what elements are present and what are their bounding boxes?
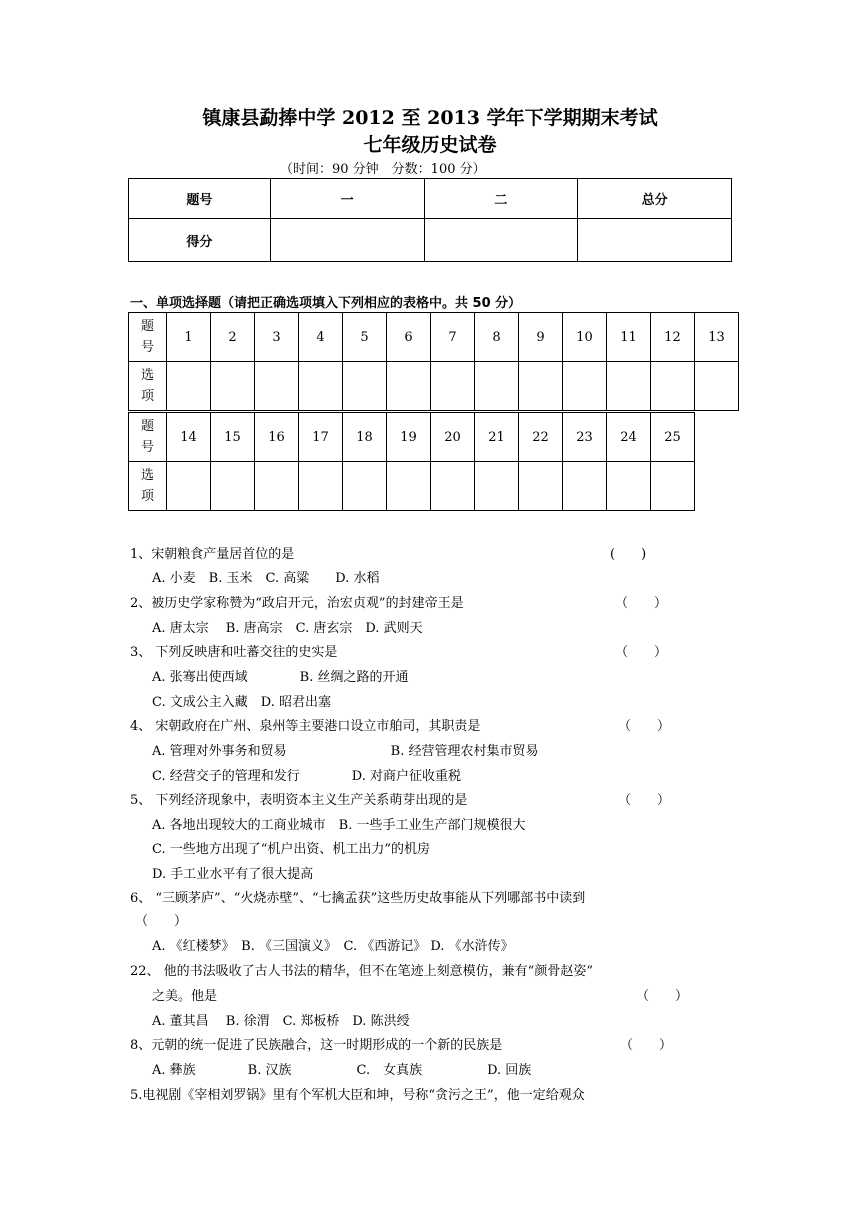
answer-blank[interactable]: （ ） (620, 1038, 673, 1053)
question-text: 2、被历史学家称赞为“政启开元，治宏贞观”的封建帝王是 (130, 596, 464, 611)
question-options: A. 小麦 B. 玉米 C. 高粱 D. 水稻 (152, 571, 380, 586)
answer-cell[interactable] (255, 462, 299, 511)
question-number-cell: 24 (607, 413, 651, 462)
grid-label-char: 选 (140, 468, 154, 483)
answer-grid-2 (128, 412, 695, 511)
paper-title: 七年级历史试卷 (363, 134, 497, 156)
question-number-cell: 8 (475, 313, 519, 362)
question-number-cell: 15 (211, 413, 255, 462)
score-header-cell: 总分 (578, 179, 732, 219)
score-header-cell: 题号 (129, 179, 271, 219)
question-options: 之美。他是 (152, 989, 218, 1004)
question-number-cell: 14 (167, 413, 211, 462)
question-number-cell: 1 (167, 313, 211, 362)
answer-cell[interactable] (299, 362, 343, 411)
answer-cell[interactable] (563, 462, 607, 511)
question-number-cell: 21 (475, 413, 519, 462)
answer-cell[interactable] (519, 462, 563, 511)
question-options: A. 彝族 B. 汉族 C. 女真族 D. 回族 (152, 1063, 532, 1078)
score-row-label: 得分 (129, 219, 271, 262)
score-header-cell: 一 (270, 179, 424, 219)
grid-row-label (129, 462, 167, 511)
score-header-cell: 二 (424, 179, 578, 219)
question-options: A. 管理对外事务和贸易 B. 经营管理农村集市贸易 (152, 744, 539, 759)
answer-cell[interactable] (431, 362, 475, 411)
question-number-cell: 18 (343, 413, 387, 462)
grid-label-char: 选 (140, 368, 154, 383)
answer-cell[interactable] (211, 462, 255, 511)
question-number-cell: 5 (343, 313, 387, 362)
score-table (128, 178, 732, 262)
question-text: （ ） (135, 914, 188, 929)
question-number-cell: 10 (563, 313, 607, 362)
question-number-cell: 12 (651, 313, 695, 362)
grid-row-label (129, 362, 167, 411)
question-options: A. 各地出现较大的工商业城市 B. 一些手工业生产部门规模很大 (152, 818, 526, 833)
question-number-cell: 19 (387, 413, 431, 462)
answer-cell[interactable] (211, 362, 255, 411)
grid-row-label (129, 413, 167, 462)
question-number-cell: 20 (431, 413, 475, 462)
grid-row-label (129, 313, 167, 362)
question-options: C. 一些地方出现了“机户出资、机工出力”的机房 (152, 842, 431, 857)
answer-cell[interactable] (167, 362, 211, 411)
question-number-cell: 6 (387, 313, 431, 362)
answer-cell[interactable] (475, 462, 519, 511)
question-text: 1、宋朝粮食产量居首位的是 (130, 547, 295, 562)
question-number-cell: 4 (299, 313, 343, 362)
question-text: 5.电视剧《宰相刘罗锅》里有个军机大臣和坤，号称“贪污之王”，他一定给观众 (130, 1088, 585, 1103)
answer-blank[interactable]: （ ） (618, 793, 671, 808)
question-options: A. 唐太宗 B. 唐高宗 C. 唐玄宗 D. 武则天 (152, 621, 423, 636)
answer-cell[interactable] (475, 362, 519, 411)
answer-cell[interactable] (651, 362, 695, 411)
question-options: C. 文成公主入藏 D. 昭君出塞 (152, 695, 331, 710)
question-number-cell: 16 (255, 413, 299, 462)
answer-cell[interactable] (299, 462, 343, 511)
question-number-cell: 25 (651, 413, 695, 462)
exam-title: 镇康县勐捧中学 2012 至 2013 学年下学期期末考试 (202, 107, 658, 129)
answer-cell[interactable] (695, 362, 739, 411)
grid-label-char: 题 (140, 319, 154, 334)
answer-cell[interactable] (431, 462, 475, 511)
question-options: A. 张骞出使西域 B. 丝绸之路的开通 (152, 670, 409, 685)
answer-blank[interactable]: （ ） (636, 989, 689, 1004)
question-number-cell: 13 (695, 313, 739, 362)
grid-label-char: 项 (140, 489, 154, 504)
grid-label-char: 项 (140, 389, 154, 404)
answer-cell[interactable] (387, 362, 431, 411)
answer-blank[interactable]: （ ） (618, 719, 671, 734)
question-number-cell: 17 (299, 413, 343, 462)
question-options: A. 《红楼梦》 B. 《三国演义》 C. 《西游记》 D. 《水浒传》 (152, 939, 514, 954)
answer-blank[interactable]: ( ) (610, 547, 647, 562)
score-cell[interactable] (578, 219, 732, 262)
answer-blank[interactable]: （ ） (615, 596, 668, 611)
answer-cell[interactable] (651, 462, 695, 511)
question-text: 5、 下列经济现象中，表明资本主义生产关系萌芽出现的是 (130, 793, 468, 808)
answer-cell[interactable] (607, 362, 651, 411)
question-text: 3、 下列反映唐和吐蕃交往的史实是 (130, 645, 338, 660)
answer-blank[interactable]: （ ） (615, 645, 668, 660)
question-number-cell: 2 (211, 313, 255, 362)
question-text: 22、 他的书法吸收了古人书法的精华，但不在笔迹上刻意模仿，兼有“颜骨赵姿” (130, 964, 593, 979)
question-text: 4、 宋朝政府在广州、泉州等主要港口设立市舶司，其职责是 (130, 719, 481, 734)
score-cell[interactable] (270, 219, 424, 262)
section-heading: 一、单项选择题（请把正确选项填入下列相应的表格中。共 50 分） (130, 296, 522, 311)
answer-cell[interactable] (343, 362, 387, 411)
question-text: 8、元朝的统一促进了民族融合，这一时期形成的一个新的民族是 (130, 1038, 503, 1053)
answer-cell[interactable] (343, 462, 387, 511)
question-number-cell: 22 (519, 413, 563, 462)
grid-label-char: 号 (140, 340, 154, 355)
answer-cell[interactable] (255, 362, 299, 411)
grid-label-char: 题 (140, 419, 154, 434)
question-number-cell: 3 (255, 313, 299, 362)
answer-cell[interactable] (387, 462, 431, 511)
exam-subtitle: （时间：90 分钟 分数：100 分） (280, 162, 486, 177)
question-options: A. 董其昌 B. 徐渭 C. 郑板桥 D. 陈洪绶 (152, 1014, 410, 1029)
score-cell[interactable] (424, 219, 578, 262)
question-number-cell: 7 (431, 313, 475, 362)
answer-cell[interactable] (167, 462, 211, 511)
answer-cell[interactable] (519, 362, 563, 411)
question-number-cell: 9 (519, 313, 563, 362)
answer-grid-1 (128, 312, 739, 411)
question-number-cell: 11 (607, 313, 651, 362)
question-options: C. 经营交子的管理和发行 D. 对商户征收重税 (152, 769, 461, 784)
answer-cell[interactable] (563, 362, 607, 411)
answer-cell[interactable] (607, 462, 651, 511)
question-text: 6、 “三顾茅庐”、“火烧赤壁”、“七擒孟获”这些历史故事能从下列哪部书中读到 (130, 891, 586, 906)
question-number-cell: 23 (563, 413, 607, 462)
grid-label-char: 号 (140, 440, 154, 455)
question-options: D. 手工业水平有了很大提高 (152, 867, 314, 882)
